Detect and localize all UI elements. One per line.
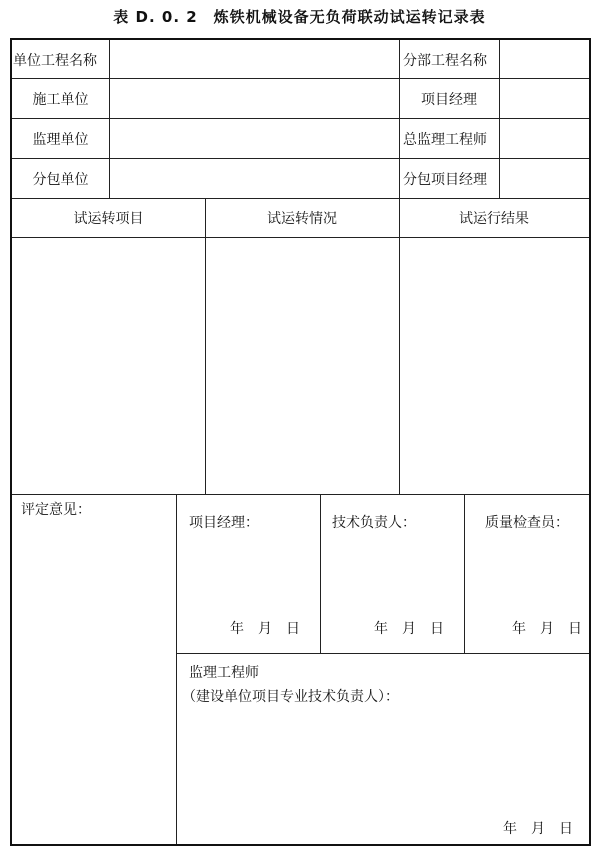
form-title: 表 D. 0. 2 炼铁机械设备无负荷联动试运转记录表 [113,8,486,26]
date-text: 年 月 日 [512,621,582,637]
col-divider [464,494,465,653]
subcontract-project-manager-label: 分包项目经理 [403,172,487,188]
subcontract-unit-label: 分包单位 [32,172,89,188]
supervision-unit-label: 监理单位 [32,132,89,148]
col-divider [109,40,110,198]
trial-item-header: 试运转项目 [73,211,144,227]
date-text: 年 月 日 [503,821,573,837]
col-divider [399,198,400,494]
date-text: 年 月 日 [230,621,300,637]
row-divider [12,198,589,199]
row-divider [176,653,589,654]
col-divider [499,40,500,198]
date-text: 年 月 日 [374,621,444,637]
row-divider [12,78,589,79]
col-divider [399,40,400,198]
record-form [10,38,591,846]
col-divider [176,494,177,844]
quality-inspector-sign-label: 质量检查员： [485,515,569,531]
sub-project-name-label: 分部工程名称 [403,53,487,69]
col-divider [320,494,321,653]
project-manager-label: 项目经理 [421,92,477,108]
row-divider [12,158,589,159]
tech-lead-sign-label: 技术负责人： [332,515,416,531]
trial-status-header: 试运转情况 [267,211,337,227]
builder-tech-lead-label: （建设单位项目专业技术负责人）： [182,689,399,705]
evaluation-label: 评定意见： [21,502,91,518]
supervising-engineer-label: 监理工程师 [189,665,259,681]
construction-unit-label: 施工单位 [32,92,89,108]
chief-supervising-engineer-label: 总监理工程师 [403,132,487,148]
project-manager-sign-label: 项目经理： [189,515,259,531]
unit-project-name-label: 单位工程名称 [13,53,97,69]
col-divider [205,198,206,494]
row-divider [12,237,589,238]
row-divider [12,118,589,119]
trial-result-header: 试运行结果 [459,211,529,227]
row-divider [12,494,589,495]
